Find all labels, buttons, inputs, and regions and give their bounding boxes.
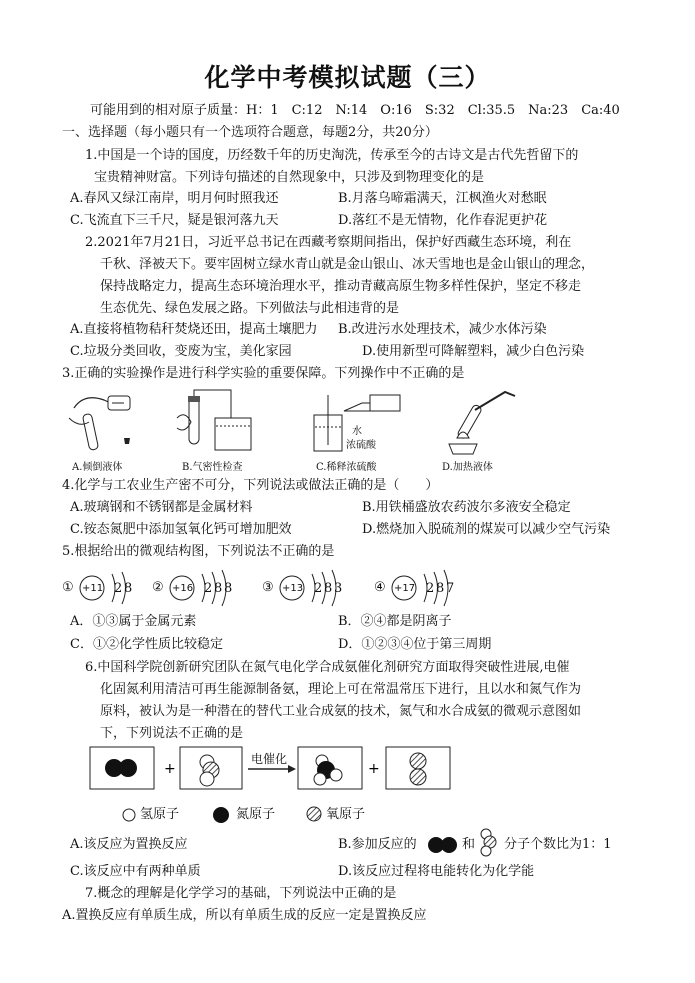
q2-option-a: A.直接将植物秸秆焚烧还田，提高土壤肥力: [70, 322, 318, 337]
q6-option-b: B.参加反应的: [338, 837, 417, 852]
q6-stem-line3: 原料，被认为是一种潜在的替代工业合成氨的技术，氮气和水合成氨的微观示意图如: [100, 704, 582, 719]
q6-option-a: A.该反应为置换反应: [70, 837, 188, 852]
q3-caption-b: B.气密性检查: [182, 462, 243, 473]
q1-option-d: D.落红不是无情物，化作春泥更护花: [338, 213, 548, 228]
q7-stem: 7.概念的理解是化学学习的基础，下列说法中正确的是: [85, 886, 397, 901]
q6-arrow-label: 电催化: [251, 752, 288, 766]
q6-option-b-and: 和: [462, 837, 476, 852]
q3-caption-d: D.加热液体: [442, 462, 493, 473]
q3-caption-a: A.倾倒液体: [72, 462, 123, 473]
q5-option-a: A．①③属于金属元素: [70, 614, 197, 629]
oxygen-atom-icon: [306, 806, 322, 822]
q5-stem: 5.根据给出的微观结构图，下列说法不正确的是: [62, 544, 335, 559]
q2-stem-line4: 生态优先、绿色发展之路。下列做法与此相违背的是: [100, 301, 400, 316]
q2-option-d: D.使用新型可降解塑料，减少白色污染: [362, 344, 585, 359]
q1-stem-line1: 1.中国是一个诗的国度，历经数千年的历史淘洗，传承至今的古诗文是古代先哲留下的: [85, 148, 579, 163]
atom-index: ①: [62, 580, 74, 595]
section-heading: 一、选择题（每小题只有一个选项符合题意，每题2分，共20分）: [62, 125, 438, 140]
q2-stem-line3: 保持战略定力，提高生态环境治理水平，推动青藏高原生物多样性保护，坚定不移走: [100, 279, 582, 294]
nitrogen-atom-icon: [212, 806, 230, 824]
svg-text:+: +: [368, 761, 380, 777]
q3-figure-a-pouring: [64, 388, 144, 458]
q4-option-b: B.用铁桶盛放农药波尔多液安全稳定: [362, 500, 571, 515]
q2-option-c: C.垃圾分类回收，变废为宝，美化家园: [70, 344, 292, 359]
water-molecule-icon: [478, 828, 500, 858]
q2-option-b: B.改进污水处理技术，减少水体污染: [338, 322, 547, 337]
q6-option-c: C.该反应中有两种单质: [70, 864, 201, 879]
q5-option-d: D．①②③④位于第三周期: [338, 637, 492, 652]
q2-stem-line1: 2.2021年7月21日，习近平总书记在西藏考察期间指出，保护好西藏生态环境，利在: [85, 235, 572, 250]
atomic-masses: 可能用到的相对原子质量：H：1 C:12 N:14 O:16 S:32 Cl:35.5 Na:23 Ca:40: [90, 103, 620, 118]
q3-stem: 3.正确的实验操作是进行科学实验的重要保障。下列操作中不正确的是: [62, 366, 465, 381]
q6-stem-line2: 化固氮利用清洁可再生能源制备氨，理论上可在常温常压下进行，且以水和氮气作为: [100, 682, 582, 697]
q1-option-a: A.春风又绿江南岸，明月何时照我还: [70, 191, 279, 206]
q2-stem-line2: 千秋、泽被天下。要牢固树立绿水青山就是金山银山、冰天雪地也是金山银山的理念，: [100, 257, 595, 272]
q3-figure-d-heating: [435, 386, 525, 458]
legend-hydrogen: 氢原子: [140, 807, 180, 822]
q1-stem-line2: 宝贵精神财富。下列诗句描述的自然现象中，只涉及到物理变化的是: [94, 170, 485, 185]
q1-option-b: B.月落乌啼霜满天，江枫渔火对愁眠: [338, 191, 547, 206]
q4-option-c: C.铵态氮肥中添加氢氧化钙可增加肥效: [70, 522, 292, 537]
q3-c-water-label: 水: [352, 426, 362, 437]
q4-option-d: D.燃烧加入脱硫剂的煤炭可以减少空气污染: [362, 522, 611, 537]
hydrogen-atom-icon: [122, 808, 136, 822]
q6-stem-line4: 下，下列说法不正确的是: [100, 726, 244, 741]
q3-c-acid-label: 浓硫酸: [346, 440, 376, 451]
q4-option-a: A.玻璃钢和不锈钢都是金属材料: [70, 500, 253, 515]
q3-figure-b-airtight-check: [175, 388, 265, 458]
q6-stem-line1: 6.中国科学院创新研究团队在氮气电化学合成氨催化剂研究方面取得突破性进展,电催: [85, 660, 570, 675]
q6-option-d: D.该反应过程将电能转化为化学能: [338, 864, 535, 879]
q5-option-b: B．②④都是阴离子: [338, 614, 452, 629]
svg-text:+: +: [164, 761, 176, 777]
legend-nitrogen: 氮原子: [236, 807, 276, 822]
q4-stem: 4.化学与工农业生产密不可分，下列说法或做法正确的是（ ）: [62, 478, 439, 493]
q1-option-c: C.飞流直下三千尺，疑是银河落九天: [70, 213, 279, 228]
legend-oxygen: 氧原子: [326, 807, 366, 822]
atom-index: ②: [152, 580, 164, 595]
nitrogen-molecule-icon: [427, 836, 459, 854]
q6-option-b-ratio: 分子个数比为1：1: [504, 837, 612, 852]
q3-caption-c: C.稀释浓硫酸: [316, 462, 377, 473]
q5-option-c: C．①②化学性质比较稳定: [70, 637, 223, 652]
q7-option-a: A.置换反应有单质生成，所以有单质生成的反应一定是置换反应: [62, 908, 427, 923]
page-title: 化学中考模拟试题（三）: [204, 63, 491, 92]
atom-index: ④: [374, 580, 386, 595]
atom-index: ③: [262, 580, 274, 595]
